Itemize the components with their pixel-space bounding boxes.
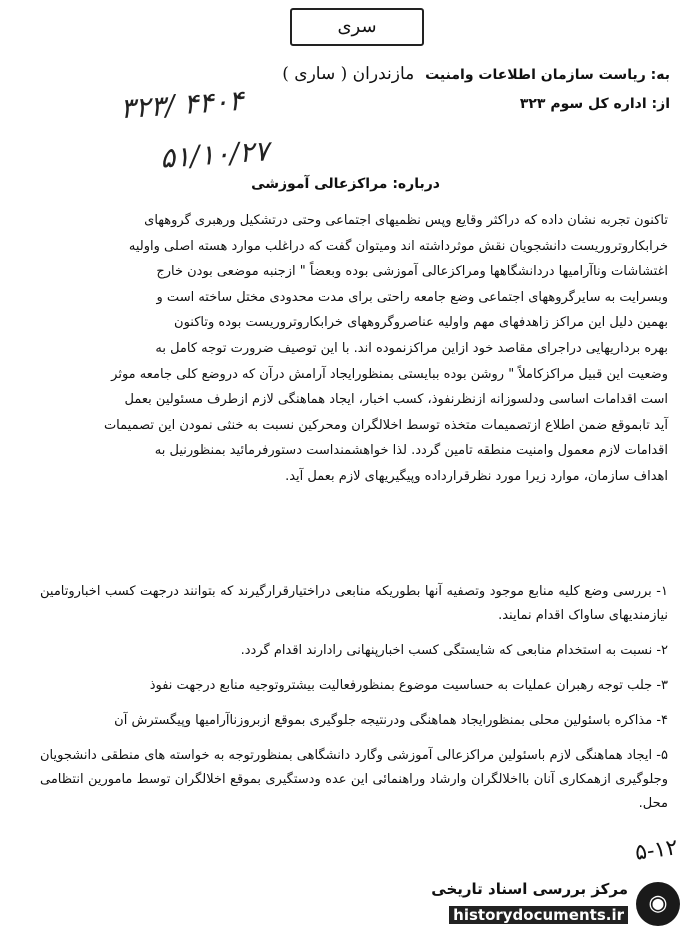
recipient-handwritten: مازندران ( ساری ) <box>282 64 415 84</box>
body-line: بهمین دلیل این مراکز زاهدفهای مهم واولیه عناصروگروههای خرابکاروتروریست بوده وتاکنون <box>174 315 668 331</box>
body-line: اقدامات لازم معمول وامنیت منطقه تامین گردد. لذا خواهشمنداست دستورفرمائید بمنظورنیل به <box>154 443 668 459</box>
handwritten-reference-number: ۳۲۳/ ۴۴۰۴ <box>118 83 245 126</box>
subject-line: درباره: مراکزعالی آموزشی <box>251 176 440 192</box>
body-line: وضعیت این قبیل مراکزکاملاً " روشن بوده ببایستی بمنظورایجاد آرامش درآن که دروضع کلی جامعه موثر <box>111 366 668 382</box>
handwritten-date: ۵۱/۱۰/۲۷ <box>158 134 271 175</box>
body-line: تاکنون تجربه نشان داده که دراکثر وقایع وپس نظمیهای اجتماعی وحتی درتشکیل ورهبری گروههای <box>144 213 668 228</box>
action-item: ۲- نسبت به استخدام منابعی که شایستگی کسب اخبارپنهانی رادارند اقدام گردد. <box>240 643 668 658</box>
classification-stamp: سری <box>290 8 424 46</box>
action-item: ۳- جلب توجه رهبران عملیات به حساسیت موضوع بمنظورفعالیت بیشتروتوجیه منابع درجهت نفوذ <box>149 678 668 693</box>
body-line: بهره برداریهایی دراجرای مقاصد خود ازاین مراکزنموده اند. با این توصیف ضرورت توجه کامل به <box>155 340 668 356</box>
action-item: ۵- ایجاد هماهنگی لازم باسئولین مراکزعالی آموزشی وگارد دانشگاهی بمنظورتوجه به خواسته های منطقی دانشجویان وجلوگیری ازهمکاری آنان بااخلالگران وارشاد وراهنمائی این عده ودستگیری بموقع اخلالگران توسط مامورین انتظامی محل. <box>40 748 668 811</box>
archive-name: مرکز بررسی اسناد تاریخی <box>431 880 628 898</box>
body-line: اهداف سازمان، موارد زیرا مورد نظرقرارداده وپیگیریهای لازم بعمل آید. <box>285 468 668 484</box>
archive-url: historydocuments.ir <box>449 906 628 924</box>
body-line: اغتشاشات وناآرامیها دردانشگاهها ومراکزعالی آموزشی بوده وبعضاً " ازجنبه موضعی بودن خارج <box>156 264 668 280</box>
body-line: خرابکاروتروریست دانشجویان نقش موثرداشته اند ومیتوان گفت که دراغلب موارد هسته اصلی واولیه <box>128 238 668 254</box>
action-items-list <box>40 580 668 816</box>
recipient-line <box>282 64 670 84</box>
letter-body <box>40 208 668 490</box>
body-line: وبسرایت به سایرگروههای اجتماعی وضع جامعه راحتی برای مدت محدودی مختل ساخته است و <box>156 289 668 305</box>
handwritten-page-number: ۵-۱۲ <box>633 835 680 866</box>
action-item: ۱- بررسی وضع کلیه منابع موجود وتصفیه آنها بطوریکه منابعی دراختیارقرارگیرند که بتوانند درجهت کسب اخباروتامین نیازمندیهای ساواک اقدام نمایند. <box>40 584 668 623</box>
action-item: ۴- مذاکره باسئولین محلی بمنظورایجاد هماهنگی ودرنتیجه جلوگیری بموقع ازبروزناآرامیها وپیگسترش آن <box>114 713 668 728</box>
body-line: است اقدامات اساسی ودلسوزانه ازنظرنفوذ، کسب اخبار، ایجاد هماهنگی لازم ازطرف مسئولین بعمل <box>124 392 668 408</box>
archive-watermark <box>405 876 680 936</box>
archive-logo-icon: ◉ <box>636 882 680 926</box>
recipient-text: به: ریاست سازمان اطلاعات وامنیت <box>425 67 670 83</box>
body-line: آید تابموقع ضمن اطلاع ازتصمیمات متخذه توسط اخلالگران ومحرکین نسبت به خنثی نمودن این تصمیمات <box>103 417 668 433</box>
sender-line: از: اداره کل سوم ۳۲۳ <box>519 96 670 112</box>
